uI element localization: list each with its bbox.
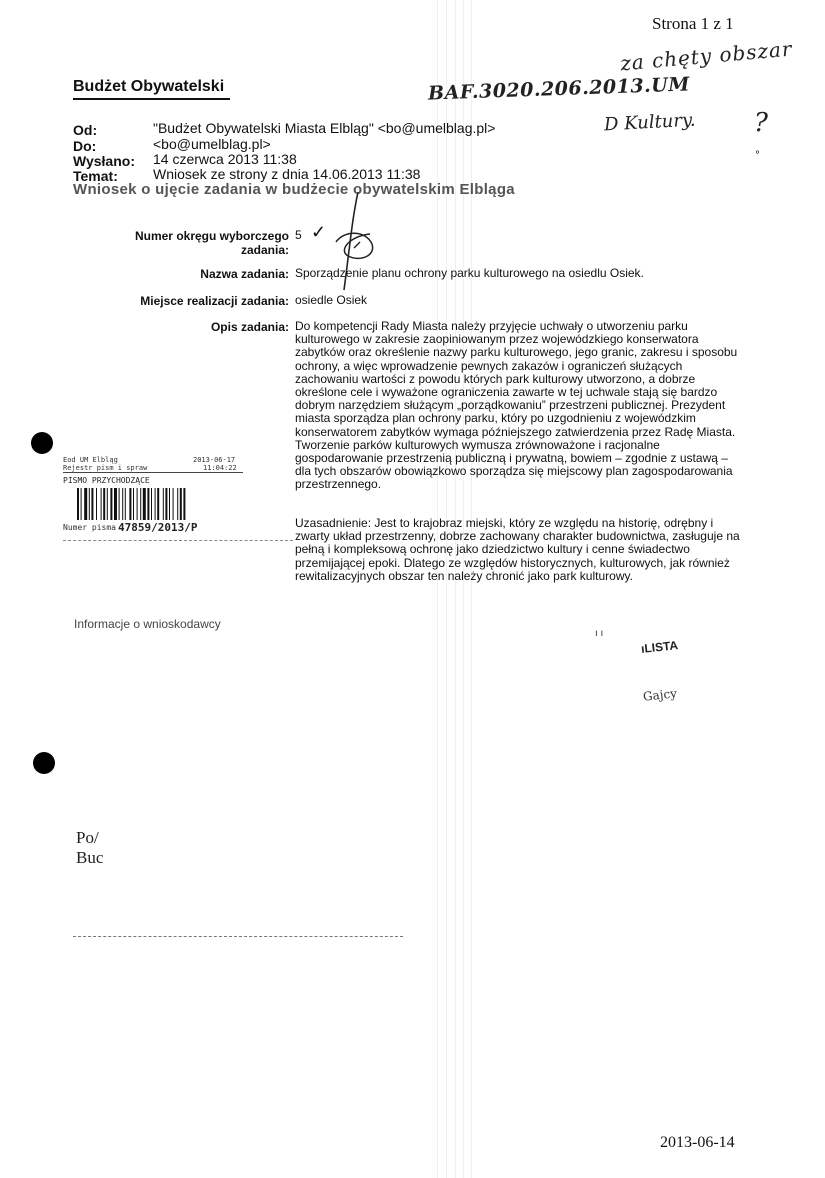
barcode-bar: [133, 488, 134, 520]
stamp-type: PISMO PRZYCHODZĄCE: [63, 476, 150, 485]
faint-stamp-marks: ı ı: [595, 628, 604, 639]
stamp-bottom-dashes: [63, 540, 293, 542]
cut-off-line-1: Po/: [76, 828, 99, 847]
handwritten-reference-number: BAF.3020.206.2013.UM: [427, 73, 691, 105]
barcode-bar: [143, 488, 146, 520]
barcode-bar: [157, 488, 159, 520]
barcode-bar: [101, 488, 102, 520]
handwritten-department-note: D Kultury.: [603, 109, 696, 136]
barcode-bar: [180, 488, 182, 520]
email-subject-label: Temat:: [73, 168, 118, 184]
handwritten-dot: °: [755, 150, 760, 161]
task-name-label: Nazwa zadania:: [200, 267, 289, 281]
bottom-dashed-rule: [73, 936, 403, 938]
barcode-bar: [91, 488, 93, 520]
handwritten-note-top: za chęty obszar: [619, 36, 794, 76]
punch-hole: [33, 752, 55, 774]
barcode-bar: [114, 488, 117, 520]
punch-hole: [31, 432, 53, 454]
district-label: Numer okręgu wyborczego zadania:: [134, 229, 289, 257]
barcode-bar: [169, 488, 170, 520]
barcode-bar: [147, 488, 149, 520]
footer-date: 2013-06-14: [660, 1134, 735, 1151]
barcode-bar: [137, 488, 138, 520]
location-value: osiedle Osiek: [295, 293, 368, 307]
email-subject-value: Wniosek ze strony z dnia 14.06.2013 11:38: [153, 166, 421, 182]
email-to-label: Do:: [73, 138, 97, 154]
stamp-time: 11:04:22: [203, 464, 237, 472]
signature-scribble: [330, 190, 380, 300]
stamp-date: 2013-06-17: [193, 456, 236, 464]
location-label: Miejsce realizacji zadania:: [140, 294, 289, 308]
stamp-number-label: Numer pisma: [63, 523, 116, 532]
barcode-bar: [163, 488, 164, 520]
barcode-bar: [122, 488, 123, 520]
email-sent-value: 14 czerwca 2013 11:38: [153, 151, 297, 167]
barcode-bar: [77, 488, 79, 520]
stamp-registry: Rejestr pism i spraw: [63, 464, 148, 472]
barcode-bar: [119, 488, 120, 520]
district-value: 5: [295, 228, 302, 242]
description-text: Do kompetencji Rady Miasta należy przyjęcie uchwały o utworzeniu parku kulturowego w zakresie zaopiniowanym przez wojewódzkiego konserwatora zabytków oraz określenie nazwy parku kulturowego, jego granic, zakresu i sposobu ochrony, a więc wprowadzenie pewnych zakazów i ograniczeń służących zachowaniu wartości z powodu których park kulturowy utworzono, a dobrze określone cele i wyważone ograniczenia zawarte w tej uchwale stają się bardzo dobrym narzędziem służącym „porządkowaniu” przestrzeni publicznej. Prezydent miasta sporządza plan ochrony parku, który po uzgodnieniu z wojewódzkim konserwatorem zabytków wymaga późniejszego zatwierdzenia przez Radę Miasta. Tworzenie parków kulturowych wymusza zrównoważone i racjonalne gospodarowanie przestrzenią publiczną i prywatną, bowiem – zgodnie z ustawą – dla tych obszarów obowiązkowo sporządza się miejscowy plan zagospodarowania przestrzennego.: [295, 319, 738, 492]
handwritten-question-mark: ?: [754, 108, 768, 138]
task-name-value: Sporządzenie planu ochrony parku kulturowego na osiedlu Osiek.: [295, 266, 644, 280]
header-underline: [73, 98, 230, 100]
description-label: Opis zadania:: [210, 320, 289, 334]
barcode-bar: [177, 488, 178, 520]
barcode-bar: [183, 488, 185, 520]
stamp-number: 47859/2013/P: [118, 521, 198, 534]
justification-text: Uzasadnienie: Jest to krajobraz miejski, który ze względu na historię, odrębny i zwarty układ przestrzenny, dobrze zachowany charakter budownictwa, zasługuje na pełną i kompleksową ochronę jako dziedzictwo kultury i cenne świadectwo przemijającej epoki. Dlatego ze względów historycznych, kulturowych, jak również rewitalizacyjnych obszar ten należy chronić jako park kulturowy.: [295, 516, 740, 583]
check-mark-icon: ✓: [311, 222, 327, 242]
stamp-office: Eod UM Elbląg: [63, 456, 118, 464]
email-from-value: "Budżet Obywatelski Miasta Elbląg" <bo@umelblag.pl>: [153, 120, 496, 136]
barcode-bar: [155, 488, 156, 520]
barcode-bar: [103, 488, 105, 520]
cut-off-line-2: Buc: [76, 848, 104, 867]
email-sent-label: Wysłano:: [73, 153, 135, 169]
page-number: Strona 1 z 1: [652, 14, 734, 33]
barcode-bar: [125, 488, 126, 520]
barcode-bar: [81, 488, 82, 520]
barcode-bar: [140, 488, 141, 520]
header-title: Budżet Obywatelski: [73, 78, 225, 95]
barcode-icon: [77, 488, 233, 520]
email-from-label: Od:: [73, 122, 98, 138]
barcode-bar: [165, 488, 167, 520]
stamp-divider: [63, 472, 243, 473]
email-to-value: <bo@umelblag.pl>: [153, 136, 271, 152]
faint-stamp-word: ıLISTA: [640, 638, 679, 656]
barcode-bar: [84, 488, 87, 520]
cut-off-text: [76, 828, 103, 868]
barcode-bar: [151, 488, 152, 520]
barcode-bar: [129, 488, 131, 520]
barcode-bar: [110, 488, 112, 520]
barcode-bar: [89, 488, 90, 520]
barcode-bar: [173, 488, 174, 520]
faint-stamp-name: Gajcy: [642, 686, 678, 704]
barcode-bar: [107, 488, 108, 520]
registration-stamp: [63, 456, 243, 536]
document-title: Wniosek o ujęcie zadania w budżecie obywatelskim Elbląga: [73, 181, 515, 198]
barcode-bar: [96, 488, 97, 520]
applicant-info-heading: Informacje o wnioskodawcy: [74, 617, 221, 631]
